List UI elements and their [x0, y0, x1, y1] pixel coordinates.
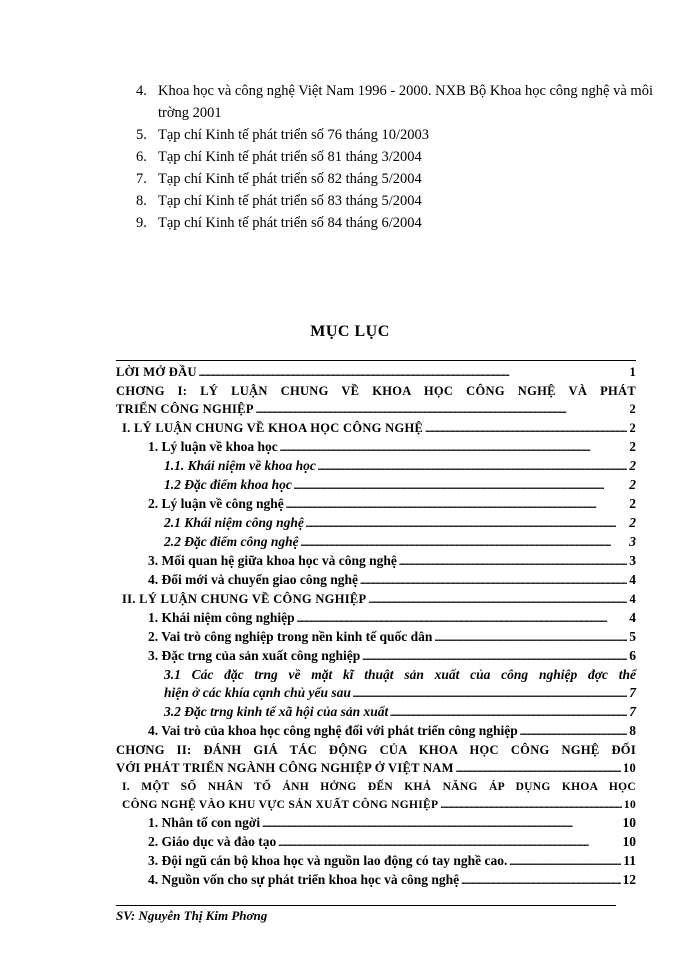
toc-entry-label: CÔNG NGHỆ VÀO KHU VỰC SẢN XUẤT CÔNG NGHIỆP	[122, 799, 439, 811]
toc-entry-page: 3	[629, 534, 636, 549]
leader-dots	[306, 515, 627, 533]
toc-entry-label: 4. Vai trò của khoa học công nghệ đối với phát triển công nghiệp	[148, 723, 518, 738]
leader-dots	[509, 853, 621, 871]
toc-entry-page: 8	[629, 723, 636, 738]
footer-author: SV: Nguyễn Thị Kim Phơng	[116, 908, 268, 923]
leader-dots	[301, 534, 628, 552]
toc-entry-page: 4	[629, 592, 636, 606]
toc-entry[interactable]	[116, 647, 636, 666]
toc-entry[interactable]	[116, 438, 636, 457]
toc-entry[interactable]	[116, 495, 636, 514]
toc-entry-label: TRIỂN CÔNG NGHIỆP	[116, 402, 254, 416]
reference-text: Tạp chí Kinh tế phát triển số 84 tháng 6/2004	[158, 215, 422, 231]
toc-entry-page: 2	[629, 439, 636, 454]
leader-dots	[368, 591, 627, 609]
reference-item	[136, 168, 656, 190]
leader-dots	[434, 629, 627, 647]
toc-entry[interactable]	[116, 590, 636, 609]
reference-number: 7.	[136, 171, 147, 187]
toc-entry-label: 4. Nguồn vốn cho sự phát triển khoa học và công nghệ	[148, 872, 460, 887]
leader-dots	[199, 364, 628, 382]
table-of-contents	[116, 360, 636, 890]
leader-dots	[353, 685, 627, 703]
toc-entry-page: 2	[629, 496, 636, 511]
toc-entry[interactable]	[116, 571, 636, 590]
toc-entry-page: 4	[629, 610, 636, 625]
reference-text: Tạp chí Kinh tế phát triển số 81 tháng 3/2004	[158, 149, 422, 165]
toc-entry-label: 2. Lý luận về công nghệ	[148, 496, 284, 511]
toc-entry-page: 2	[629, 402, 636, 416]
toc-entry-page: 10	[622, 761, 636, 775]
toc-entry[interactable]	[116, 476, 636, 495]
reference-item	[136, 146, 656, 168]
leader-dots	[362, 648, 627, 666]
toc-entry[interactable]	[116, 814, 636, 833]
toc-entry-label: 1. Khái niệm công nghiệp	[148, 610, 295, 625]
toc-entry[interactable]	[116, 533, 636, 552]
toc-entry-page: 2	[629, 477, 636, 492]
leader-dots	[440, 796, 622, 814]
toc-entry[interactable]	[116, 703, 636, 722]
toc-entry-label: VỚI PHÁT TRIỂN NGÀNH CÔNG NGHIỆP Ở VIỆT NAM	[116, 761, 454, 775]
reference-text: Khoa học và công nghệ Việt Nam 1996 - 2000. NXB Bộ Khoa học công nghệ và môi trờng 2001	[158, 83, 653, 121]
footer-divider	[116, 905, 616, 906]
toc-entry-label: II. LÝ LUẬN CHUNG VỀ CÔNG NGHIỆP	[122, 592, 367, 606]
toc-entry-line1: I. MỘT SỐ NHÂN TỐ ẢNH HỞNG ĐẾN KHẢ NĂNG ÁP DỤNG KHOA HỌC	[122, 781, 636, 793]
reference-item	[136, 124, 656, 146]
toc-entry[interactable]	[116, 457, 636, 476]
leader-dots	[297, 610, 628, 628]
toc-entry-page: 7	[629, 704, 636, 719]
toc-entry-label: 1. Nhân tố con ngời	[148, 815, 261, 830]
leader-dots	[262, 815, 620, 833]
toc-entry-label: 3. Mối quan hệ giữa khoa học và công nghệ	[148, 553, 397, 568]
toc-entry-label: 3.2 Đặc trng kinh tế xã hội của sản xuất	[164, 704, 389, 719]
leader-dots	[294, 477, 627, 495]
toc-entry[interactable]	[116, 628, 636, 647]
reference-number: 5.	[136, 127, 147, 143]
toc-chapter-heading: CHƠNG I: LÝ LUẬN CHUNG VỀ KHOA HỌC CÔNG NGHỆ VÀ PHÁT	[116, 384, 636, 398]
toc-entry[interactable]	[116, 852, 636, 871]
leader-dots	[278, 834, 620, 852]
toc-entry[interactable]	[116, 419, 636, 438]
reference-number: 8.	[136, 193, 147, 209]
toc-entry[interactable]	[116, 514, 636, 533]
leader-dots	[280, 439, 627, 457]
leader-dots	[399, 553, 627, 571]
toc-entry-page: 10	[622, 815, 636, 830]
toc-entry-label: 1. Lý luận về khoa học	[148, 439, 278, 454]
leader-dots	[461, 872, 620, 890]
toc-entry-label: 4. Đổi mới và chuyển giao công nghệ	[148, 572, 358, 587]
toc-entry[interactable]	[116, 796, 636, 814]
toc-entry[interactable]	[116, 609, 636, 628]
reference-number: 4.	[136, 83, 147, 99]
toc-entry-page: 5	[629, 629, 636, 644]
toc-entry-page: 2	[629, 515, 636, 530]
toc-title: MỤC LỤC	[310, 323, 390, 340]
leader-dots	[360, 572, 627, 590]
reference-number: 6.	[136, 149, 147, 165]
leader-dots	[456, 760, 621, 778]
toc-entry-page: 10	[622, 834, 636, 849]
toc-entry-label: I. LÝ LUẬN CHUNG VỀ KHOA HỌC CÔNG NGHỆ	[122, 421, 424, 435]
toc-chapter-heading: CHƠNG II: ĐÁNH GIÁ TÁC ĐỘNG CỦA KHOA HỌC CÔNG NGHỆ ĐỐI	[116, 743, 636, 757]
reference-number: 9.	[136, 215, 147, 231]
reference-text: Tạp chí Kinh tế phát triển số 82 tháng 5/2004	[158, 171, 422, 187]
toc-entry-label: 1.2 Đặc điểm khoa học	[164, 477, 292, 492]
toc-entry[interactable]	[116, 833, 636, 852]
toc-entry[interactable]	[116, 871, 636, 890]
toc-entry-page: 2	[629, 421, 636, 435]
toc-entry-page: 11	[623, 853, 636, 868]
toc-entry-label: 2. Giáo dục và đào tạo	[148, 834, 277, 849]
toc-entry-page: 6	[629, 648, 636, 663]
toc-entry[interactable]	[116, 722, 636, 741]
leader-dots	[286, 496, 627, 514]
leader-dots	[520, 723, 627, 741]
toc-entry-label: LỜI MỞ ĐẦU	[116, 365, 197, 379]
toc-entry-page: 12	[622, 872, 636, 887]
toc-entry-chapter-2[interactable]	[116, 759, 636, 778]
toc-entry[interactable]	[116, 684, 636, 703]
reference-list	[136, 80, 656, 234]
toc-entry-label: hiện ở các khía cạnh chủ yếu sau	[164, 685, 351, 700]
leader-dots	[318, 458, 627, 476]
toc-entry-page: 7	[629, 685, 636, 700]
toc-entry-label: 1.1. Khái niệm về khoa học	[164, 458, 316, 473]
toc-entry-page: 2	[629, 458, 636, 473]
reference-item	[136, 80, 656, 124]
toc-entry-label: 2. Vai trò công nghiệp trong nền kinh tế quốc dân	[148, 629, 433, 644]
leader-dots	[256, 401, 628, 419]
toc-entry-page: 4	[629, 572, 636, 587]
toc-entry-label: 3. Đặc trng của sản xuất công nghiệp	[148, 648, 361, 663]
reference-text: Tạp chí Kinh tế phát triển số 76 tháng 10/2003	[158, 127, 430, 143]
leader-dots	[425, 420, 627, 438]
toc-entry-page: 1	[629, 365, 636, 379]
toc-entry-label: 3. Đội ngũ cán bộ khoa học và nguồn lao động có tay nghề cao.	[148, 853, 508, 868]
toc-entry-chapter-1[interactable]	[116, 400, 636, 419]
toc-entry-page: 3	[629, 553, 636, 568]
reference-text: Tạp chí Kinh tế phát triển số 83 tháng 5/2004	[158, 193, 422, 209]
leader-dots	[390, 704, 627, 722]
toc-entry[interactable]	[116, 552, 636, 571]
toc-entry-intro[interactable]	[116, 363, 636, 382]
toc-entry-page: 10	[623, 799, 636, 811]
toc-entry-line1: 3.1 Các đặc trng về mặt kĩ thuật sản xuất của công nghiệp đợc thể	[164, 667, 636, 682]
reference-item	[136, 190, 656, 212]
toc-entry-label: 2.1 Khái niệm công nghệ	[164, 515, 304, 530]
reference-item	[136, 212, 656, 234]
toc-entry-label: 2.2 Đặc điểm công nghệ	[164, 534, 299, 549]
